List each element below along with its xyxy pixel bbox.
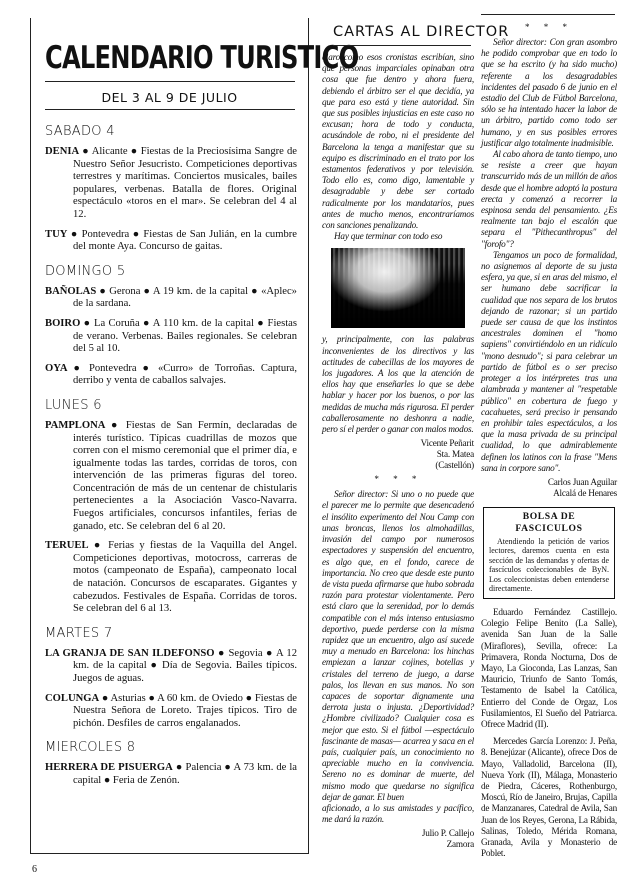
day-heading: MIERCOLES 8	[45, 740, 136, 756]
entry-text: ● Asturias ● A 60 km. de Oviedo ● Fiestas de Nuestra Señora de Loreto. Trajes típicos. Tiro de pichón. Desfiles de carros engalanados.	[73, 692, 297, 729]
letter-paragraph: Hay que terminar con todo eso	[334, 231, 443, 242]
entry-text: ● Gerona ● A 19 km. de la capital ● «Aplec» de la sardana.	[73, 285, 297, 310]
day-heading: DOMINGO 5	[45, 263, 126, 279]
letter-1	[322, 52, 474, 242]
bolsa-de-fasciculos-box	[483, 507, 615, 599]
letters-right-column	[481, 20, 617, 876]
entry-place: TERUEL	[45, 540, 89, 552]
day-section	[45, 740, 297, 787]
entry-place: HERRERA DE PISUERGA	[45, 762, 173, 774]
calendar-entry	[45, 762, 297, 787]
calendar-entry	[45, 229, 297, 254]
entry-text: ● Pontevedra ● Fiestas de San Julián, en la cumbre del monte Aya. Concurso de gaitas.	[70, 228, 297, 253]
letter-paragraph: Al cabo ahora de tanto tiempo, uno se resiste a creer que hayan transcurrido más de un millón de años desde que el hombre adoptó la postura erecta y comenzó a recorrer la espinosa senda del pensamiento. ¿Es realmente tan bajo el escalón que separa el "Pithecanthropus" del "forofo"?	[481, 149, 617, 249]
letter-paragraph: claro como esos cronistas escribían, sino que personas imparciales opinaban otra cosa que fue dentro y ahora fuera, debiendo el árbitro ser el que decidía, ya que para eso está y tiene autoridad. Sin que sus posibles injusticias en este caso no excusan; hora de todo y conducta, acusándole de robo, ni el presidente del Barcelona la tenga a manifestar que su equipo es discriminado en el trato por los estamentos federativos y por televisión. Todo ello es, como digo, lamentable y desagradable y debe ser cortado radicalmente por los mandatarios, pues antes de mucho menos, encontraríamos con sanciones penalizando.	[322, 52, 474, 231]
day-section	[45, 124, 297, 254]
calendar-entry	[45, 146, 297, 222]
entry-place: PAMPLONA	[45, 419, 106, 431]
entry-text: ● Fiestas de San Fermín, declaradas de interés turístico. Típicas cuadrillas de mozos que corren con el mismo ceremonial que el primer día, e igualmente todas las tardes, corridas de toros, con intervención de las primeras figuras del toreo. Concentración de más de un centenar de chistularis pertenecientes a la Asociación Vasco-Navarra. Fuegos artificiales, concursos infantiles, ferias de ganado, etc. Se celebran del 6 al 20.	[73, 419, 297, 532]
entry-text: ● Palencia ● A 73 km. de la capital ● Feria de Zenón.	[73, 762, 297, 786]
separator: * * *	[374, 474, 422, 485]
signature-place: Alcalá de Henares	[553, 487, 617, 498]
calendar-entry	[45, 318, 297, 356]
bolsa-entries	[481, 607, 617, 859]
letter-signature	[322, 828, 474, 850]
letter-signature	[322, 438, 474, 471]
entry-place: OYA	[45, 362, 68, 374]
signature-name: Vicente Peñarit	[420, 438, 474, 449]
entry-text: ● La Coruña ● A 110 km. de la capital ● Fiestas de verano. Verbenas. Bailes regionales. Se celebran del 5 al 10.	[73, 317, 297, 355]
entry-place: LA GRANJA DE SAN ILDEFONSO	[45, 647, 215, 659]
entry-place: COLUNGA	[45, 692, 100, 704]
day-section	[45, 398, 297, 616]
letter-paragraph: aficionado, a lo sus amistades y pacífico, me dará la razón.	[322, 802, 474, 825]
entry-place: TUY	[45, 228, 68, 240]
calendario-turistico-box	[30, 18, 359, 854]
entry-place: BOIRO	[45, 317, 81, 329]
bolsa-title: BOLSA DE FASCICULOS	[515, 510, 583, 534]
letter-paragraph: Señor director: Con gran asombro he podido comprobar que en todo lo que se ha escrito (y ha sido mucho) referente a los desagradables incidentes del pasado 6 de junio en el estadio del Club de Fútbol Barcelona, sólo se ha intentado hacer la labor de un árbitro, partido como todo ser humano, y en sus posibles errores justificar algo totalmente inadmisible.	[481, 37, 617, 148]
letter-signature	[481, 477, 617, 499]
bolsa-entry: Mercedes García Lorenzo: J. Peña, 8. Benejúzar (Alicante), ofrece Dos de Mayo, Valladolid, Barcelona (II), Nueva York (II), Málaga, Monasterio de Piedra, Cáceres, Rothenburgo, Moscú, Río de Janeiro, Brujas, Capilla de Manzanares, Catedral de Avila, San Juan de los Reyes, Gerona, La Rábida, Salinas, Toledo, Mérida Romana, Granada, Avila y Monasterio de Poblet.	[481, 736, 617, 859]
day-heading: LUNES 6	[45, 397, 102, 413]
letter-paragraph: Señor director: Si uno o no puede que el parecer me lo permite que desencadenó el insólito experimento del Nou Camp con unas broncas, llenos los almohadillas, invasión del campo por numerosos espectadores y suspensión del encuentro, es algo que, en el fondo, carece de importancia. No creo que desde este punto de vista pueda afirmarse que hubo sobrada razón para protestar violentamente. Pero está claro que la serenidad, por lo demás compatible con el más intenso entusiasmo deportivo, puede perderse con la misma rapidez que un encuentro, algo así sucede muy a menudo en Barcelona: los hinchas empiezan a lanzar cojines, botellas y cristales del terreno de juego, a darse palos, los llevan en sus manos. No son capaces de soportar dignamente una derrota justa o injusta. ¿Deportividad? ¿Hombre civilizado? Cualquier cosa es mejor que esto. Si el fútbol —espectáculo fascinante de masas— acarrea y saca en el país, cualquier país, un conocimiento no apreciable mucho en la convivencia. Sereno no es dominar de muerte, del mismo modo que quedarse no significa dejar de ganar. El buen	[322, 489, 474, 802]
section-title: CARTAS AL DIRECTOR	[333, 24, 510, 40]
divider	[45, 81, 295, 82]
calendar-days	[45, 114, 297, 848]
signature-name: Julio P. Callejo	[421, 828, 474, 839]
divider	[481, 14, 615, 15]
calendar-entry	[45, 693, 297, 731]
entry-text: ● Pontevedra ● «Curro» de Torroñas. Captura, derribo y venta de caballos salvajes.	[73, 362, 297, 387]
calendar-entry	[45, 286, 297, 311]
page-number: 6	[32, 864, 37, 875]
calendar-entry	[45, 420, 297, 533]
day-heading: MARTES 7	[45, 625, 113, 641]
calendar-title: CALENDARIO TURISTICO	[45, 40, 359, 76]
calendar-entry	[45, 648, 297, 686]
letter-paragraph: Tengamos un poco de formalidad, no asignemos al deporte de su justa esfera, ya que, si en aras del mismo, el ser humano debe sacrificar la cualidad que nos separa de los brutos dejando de razonar; si un partido puede ser causa de que los instintos ancestrales dominen el "homo sapiens" convirtiéndolo en un ridículo "mono desnudo"; si para celebrar un partido de fútbol es o ser preciso proteger a los intérpretes tras una alambrada y mantener al "respetable público" en cobertura de fuego y cacahuetes, será preciso ir pensando en prohibir tales espectáculos, a los que la masa privada de su principal cualidad, lo que admirablemente definen los latinos con la frase "Mens sana in corpore sano".	[481, 249, 617, 473]
day-heading: SABADO 4	[45, 124, 115, 139]
letter-3	[481, 37, 617, 499]
signature-place: Sta. Matea	[436, 449, 474, 460]
signature-name: Carlos Juan Aguilar	[547, 476, 617, 487]
signature-province: (Castellón)	[435, 460, 474, 471]
entry-text: ● Ferias y fiestas de la Vaquilla del Angel. Competiciones deportivas, motocross, carreras de motos (campeonato de España), campeonato local de natación. Concursos de escaparates. Gigantes y cabezudos. Festivales de España. Corridas de toros. Se celebran del 6 al 13.	[73, 540, 297, 615]
bolsa-intro: Atendiendo la petición de varios lectores, daremos cuenta en esta sección de las demandas y ofertas de fascículos coleccionables de ByN. Los coleccionistas deben entenderse directamente.	[489, 536, 609, 594]
entry-text: ● Segovia ● A 12 km. de la capital ● Día de Segovia. Bailes típicos. Juegos de aguas.	[73, 647, 297, 684]
calendar-dates: DEL 3 AL 9 DE JULIO	[101, 90, 238, 105]
signature-place: Zamora	[446, 839, 474, 850]
stadium-photo	[331, 248, 465, 328]
entry-place: DENIA	[45, 146, 80, 157]
letter-2	[322, 489, 474, 850]
letters-middle-column	[322, 52, 474, 876]
calendar-entry	[45, 540, 297, 616]
entry-place: BAÑOLAS	[45, 285, 97, 297]
divider	[45, 109, 295, 110]
letter-paragraph: y, principalmente, con las palabras inconvenientes de los directivos y las actitudes de cabecillas de los mayores de los jugadores. A los que la atención de ellos hay que enseñarles lo que se debe hablar y hacer por los buenos, o por las medidas de mucha más rigurosa. El perder caballerosamente no deshonra a nadie, pero sí el perder o ganar con malos modos.	[322, 334, 474, 435]
entry-text: ● Alicante ● Fiestas de la Preciosísima Sangre de Nuestro Señor Jesucristo. Competiciones deportivas terrestres y marítimas. Conciertos musicales, bailes populares, verbenas. Batalla de flores. Original espectáculo «toros en el mar». Se celebran del 4 al 12.	[73, 146, 297, 220]
separator: * * *	[525, 22, 573, 32]
calendar-entry	[45, 363, 297, 388]
letter-1-continued	[322, 334, 474, 485]
day-section	[45, 626, 297, 731]
divider	[333, 45, 471, 46]
day-section	[45, 264, 297, 388]
bolsa-entry: Eduardo Fernández Castillejo. Colegio Felipe Benito (La Salle), avenida San Juan de la Salle (Miraflores), Sevilla, ofrece: La Primavera, Ronda Nocturna, Dos de Mayo, La Gioconda, Las Lanzas, San Mauricio, Triunfo de Santo Tomás, Testamento de Isabel la Católica, Entierro del Conde de Orgaz, Los Fusilamientos, El Sueño del Patriarca. Ofrece Madrid (II).	[481, 606, 617, 729]
